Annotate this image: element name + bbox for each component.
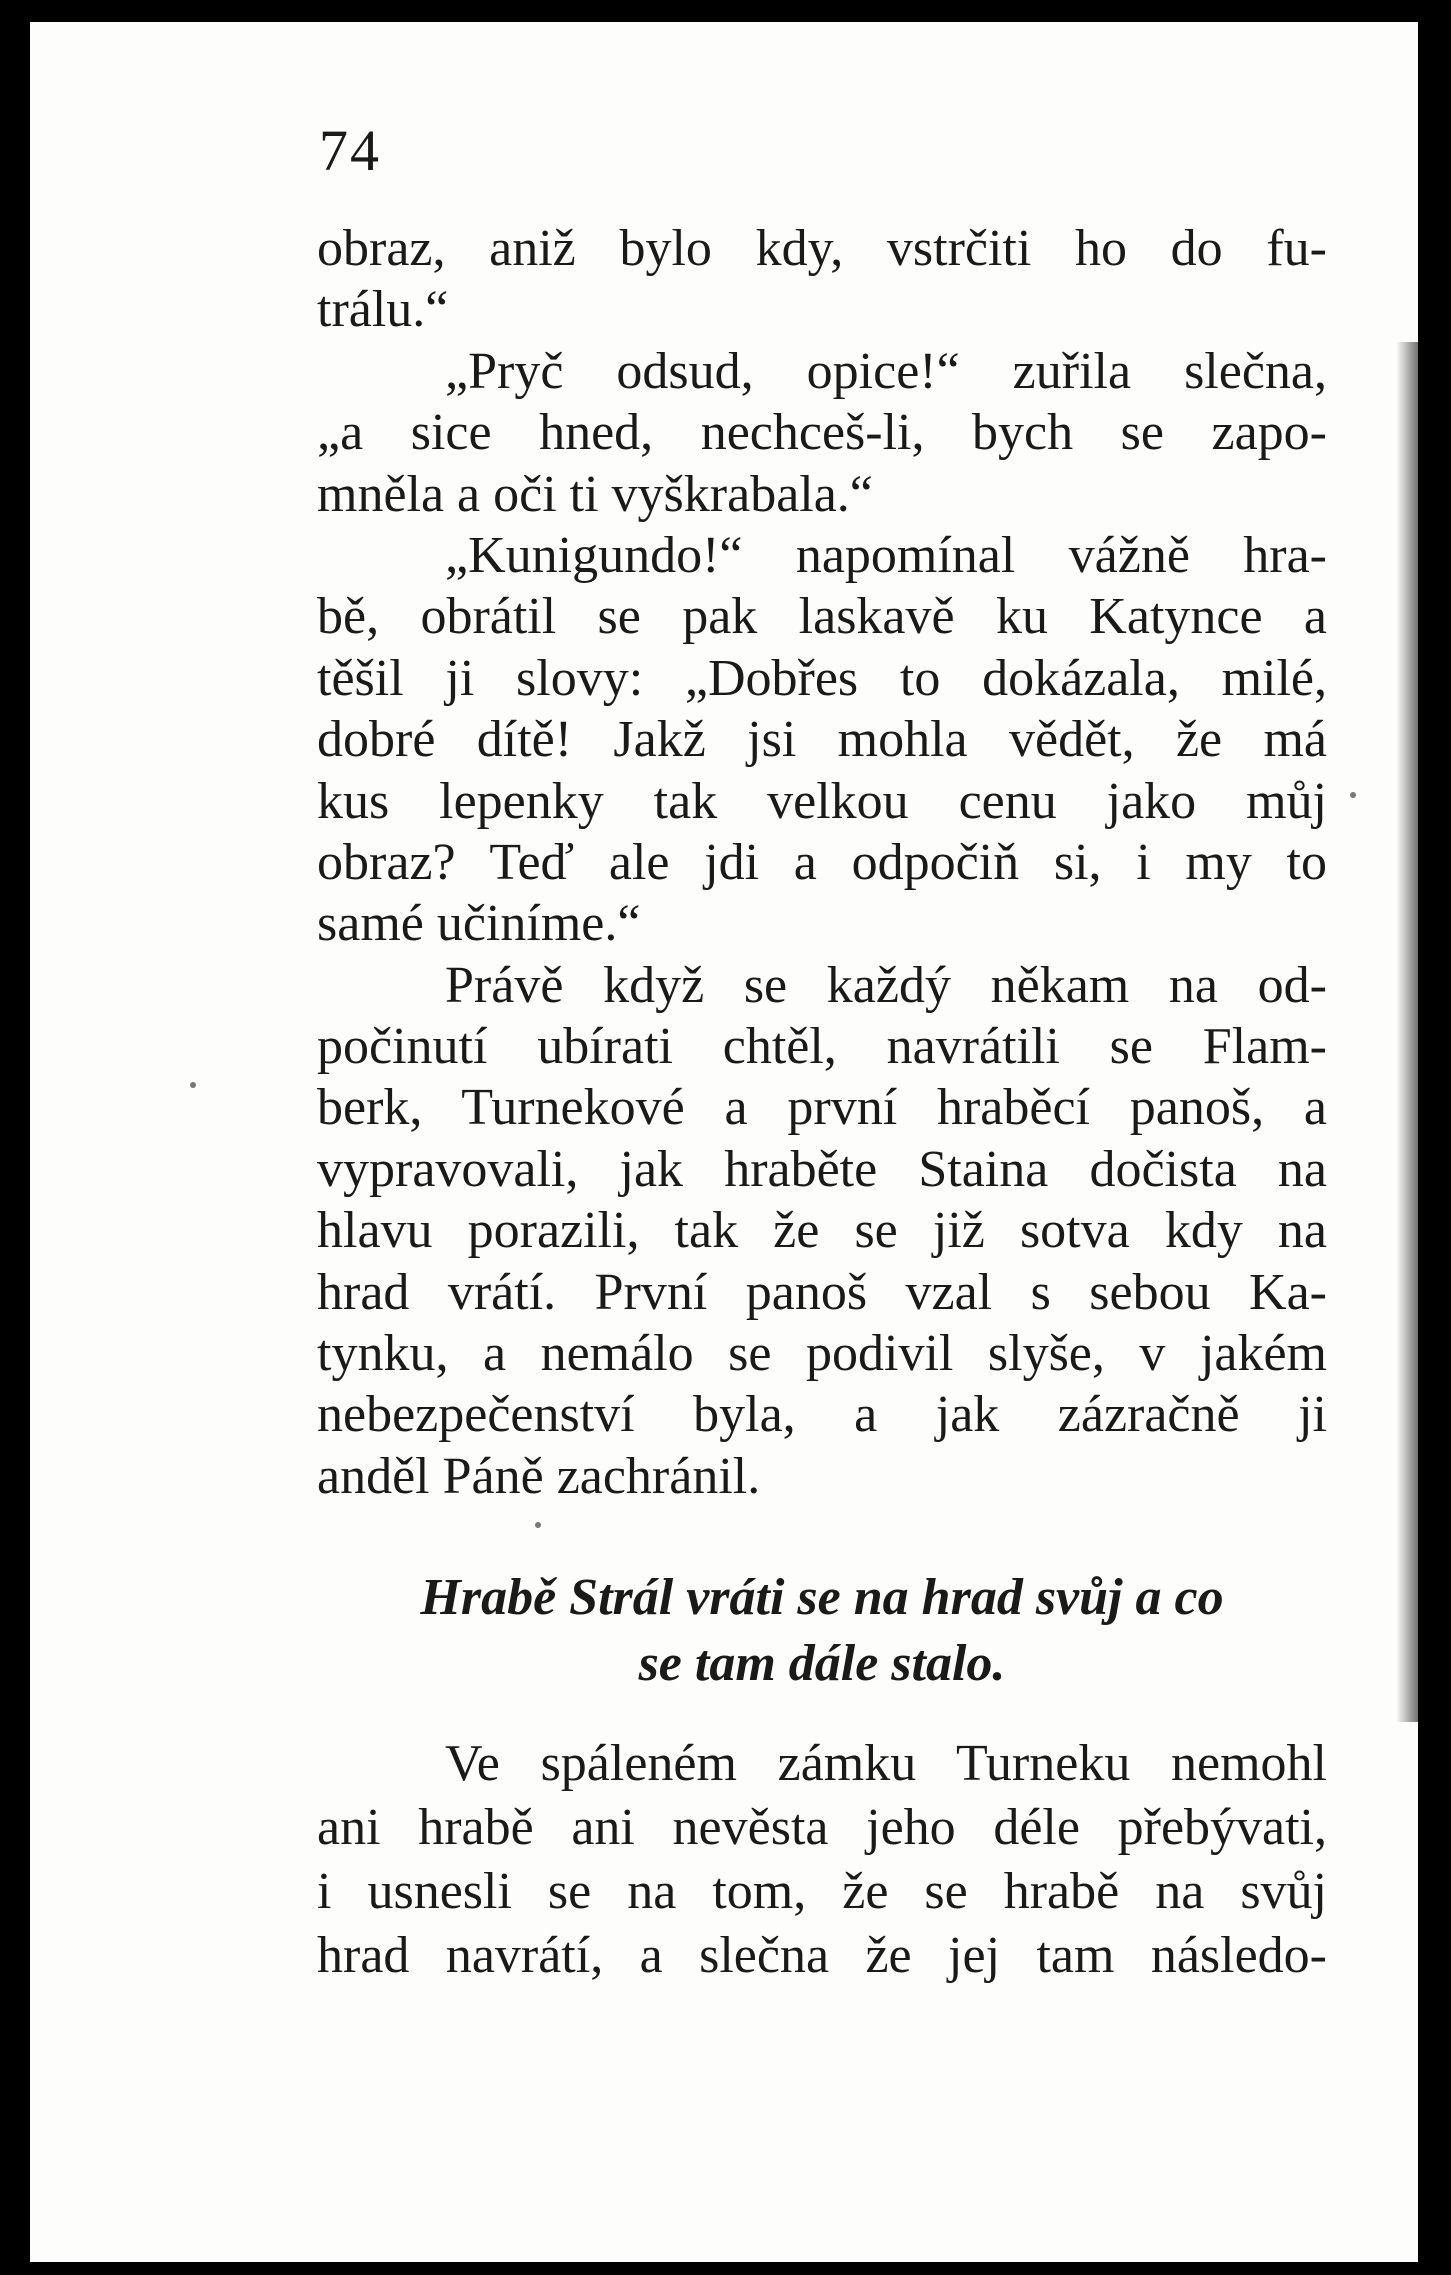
text-line: hrad navrátí, a slečna že jej tam následo-	[317, 1927, 1327, 1984]
text-line: anděl Páně zachránil.	[317, 1447, 761, 1505]
text-line: vypravovali, jak hraběte Staina dočista na	[317, 1140, 1327, 1198]
text-line: tynku, a nemálo se podivil slyše, v jakém	[317, 1325, 1327, 1383]
text-line: ani hrabě ani nevěsta jeho déle přebývati,	[317, 1799, 1327, 1856]
body-text	[317, 218, 1327, 1507]
text-line: „a sice hned, nechceš-li, bych se zapo-	[317, 404, 1327, 462]
text-line: počinutí ubírati chtěl, navrátili se Flam-	[317, 1018, 1327, 1076]
text-line: mněla a oči ti vyškrabala.“	[317, 465, 873, 523]
book-page	[30, 22, 1418, 2262]
text-line: „Kunigundo!“ napomínal vážně hra-	[445, 526, 1327, 584]
text-line: Ve spáleném zámku Turneku nemohl	[445, 1735, 1327, 1792]
heading-line: Hrabě Strál vráti se na hrad svůj a co	[420, 1569, 1224, 1626]
text-line: samé učiníme.“	[317, 895, 641, 953]
heading-line: se tam dále stalo.	[638, 1635, 1006, 1692]
body-text-2	[317, 1732, 1327, 1988]
text-line: berk, Turnekové a první hraběcí panoš, a	[317, 1079, 1327, 1137]
text-line: obraz? Teď ale jdi a odpočiň si, i my to	[317, 833, 1327, 891]
text-line: těšil ji slovy: „Dobřes to dokázala, milé,	[317, 649, 1327, 707]
page-number: 74	[319, 118, 381, 183]
text-line: obraz, aniž bylo kdy, vstrčiti ho do fu-	[317, 220, 1327, 277]
text-line: trálu.“	[317, 281, 449, 339]
text-line: nebezpečenství byla, a jak zázračně ji	[317, 1386, 1327, 1444]
text-line: bě, obrátil se pak laskavě ku Katynce a	[317, 588, 1327, 646]
text-line: hlavu porazili, tak že se již sotva kdy na	[317, 1202, 1327, 1260]
print-speck	[535, 1522, 541, 1528]
chapter-heading	[317, 1565, 1327, 1697]
text-line: „Pryč odsud, opice!“ zuřila slečna,	[445, 342, 1327, 400]
print-speck	[1350, 792, 1356, 798]
text-line: kus lepenky tak velkou cenu jako můj	[317, 772, 1327, 830]
text-line: hrad vrátí. První panoš vzal s sebou Ka-	[317, 1263, 1327, 1321]
text-line: i usnesli se na tom, že se hrabě na svůj	[317, 1863, 1327, 1920]
text-line: dobré dítě! Jakž jsi mohla vědět, že má	[317, 711, 1327, 769]
print-speck	[190, 1082, 196, 1088]
page-edge-shadow	[1396, 342, 1418, 1722]
text-line: Právě když se každý někam na od-	[445, 956, 1327, 1014]
